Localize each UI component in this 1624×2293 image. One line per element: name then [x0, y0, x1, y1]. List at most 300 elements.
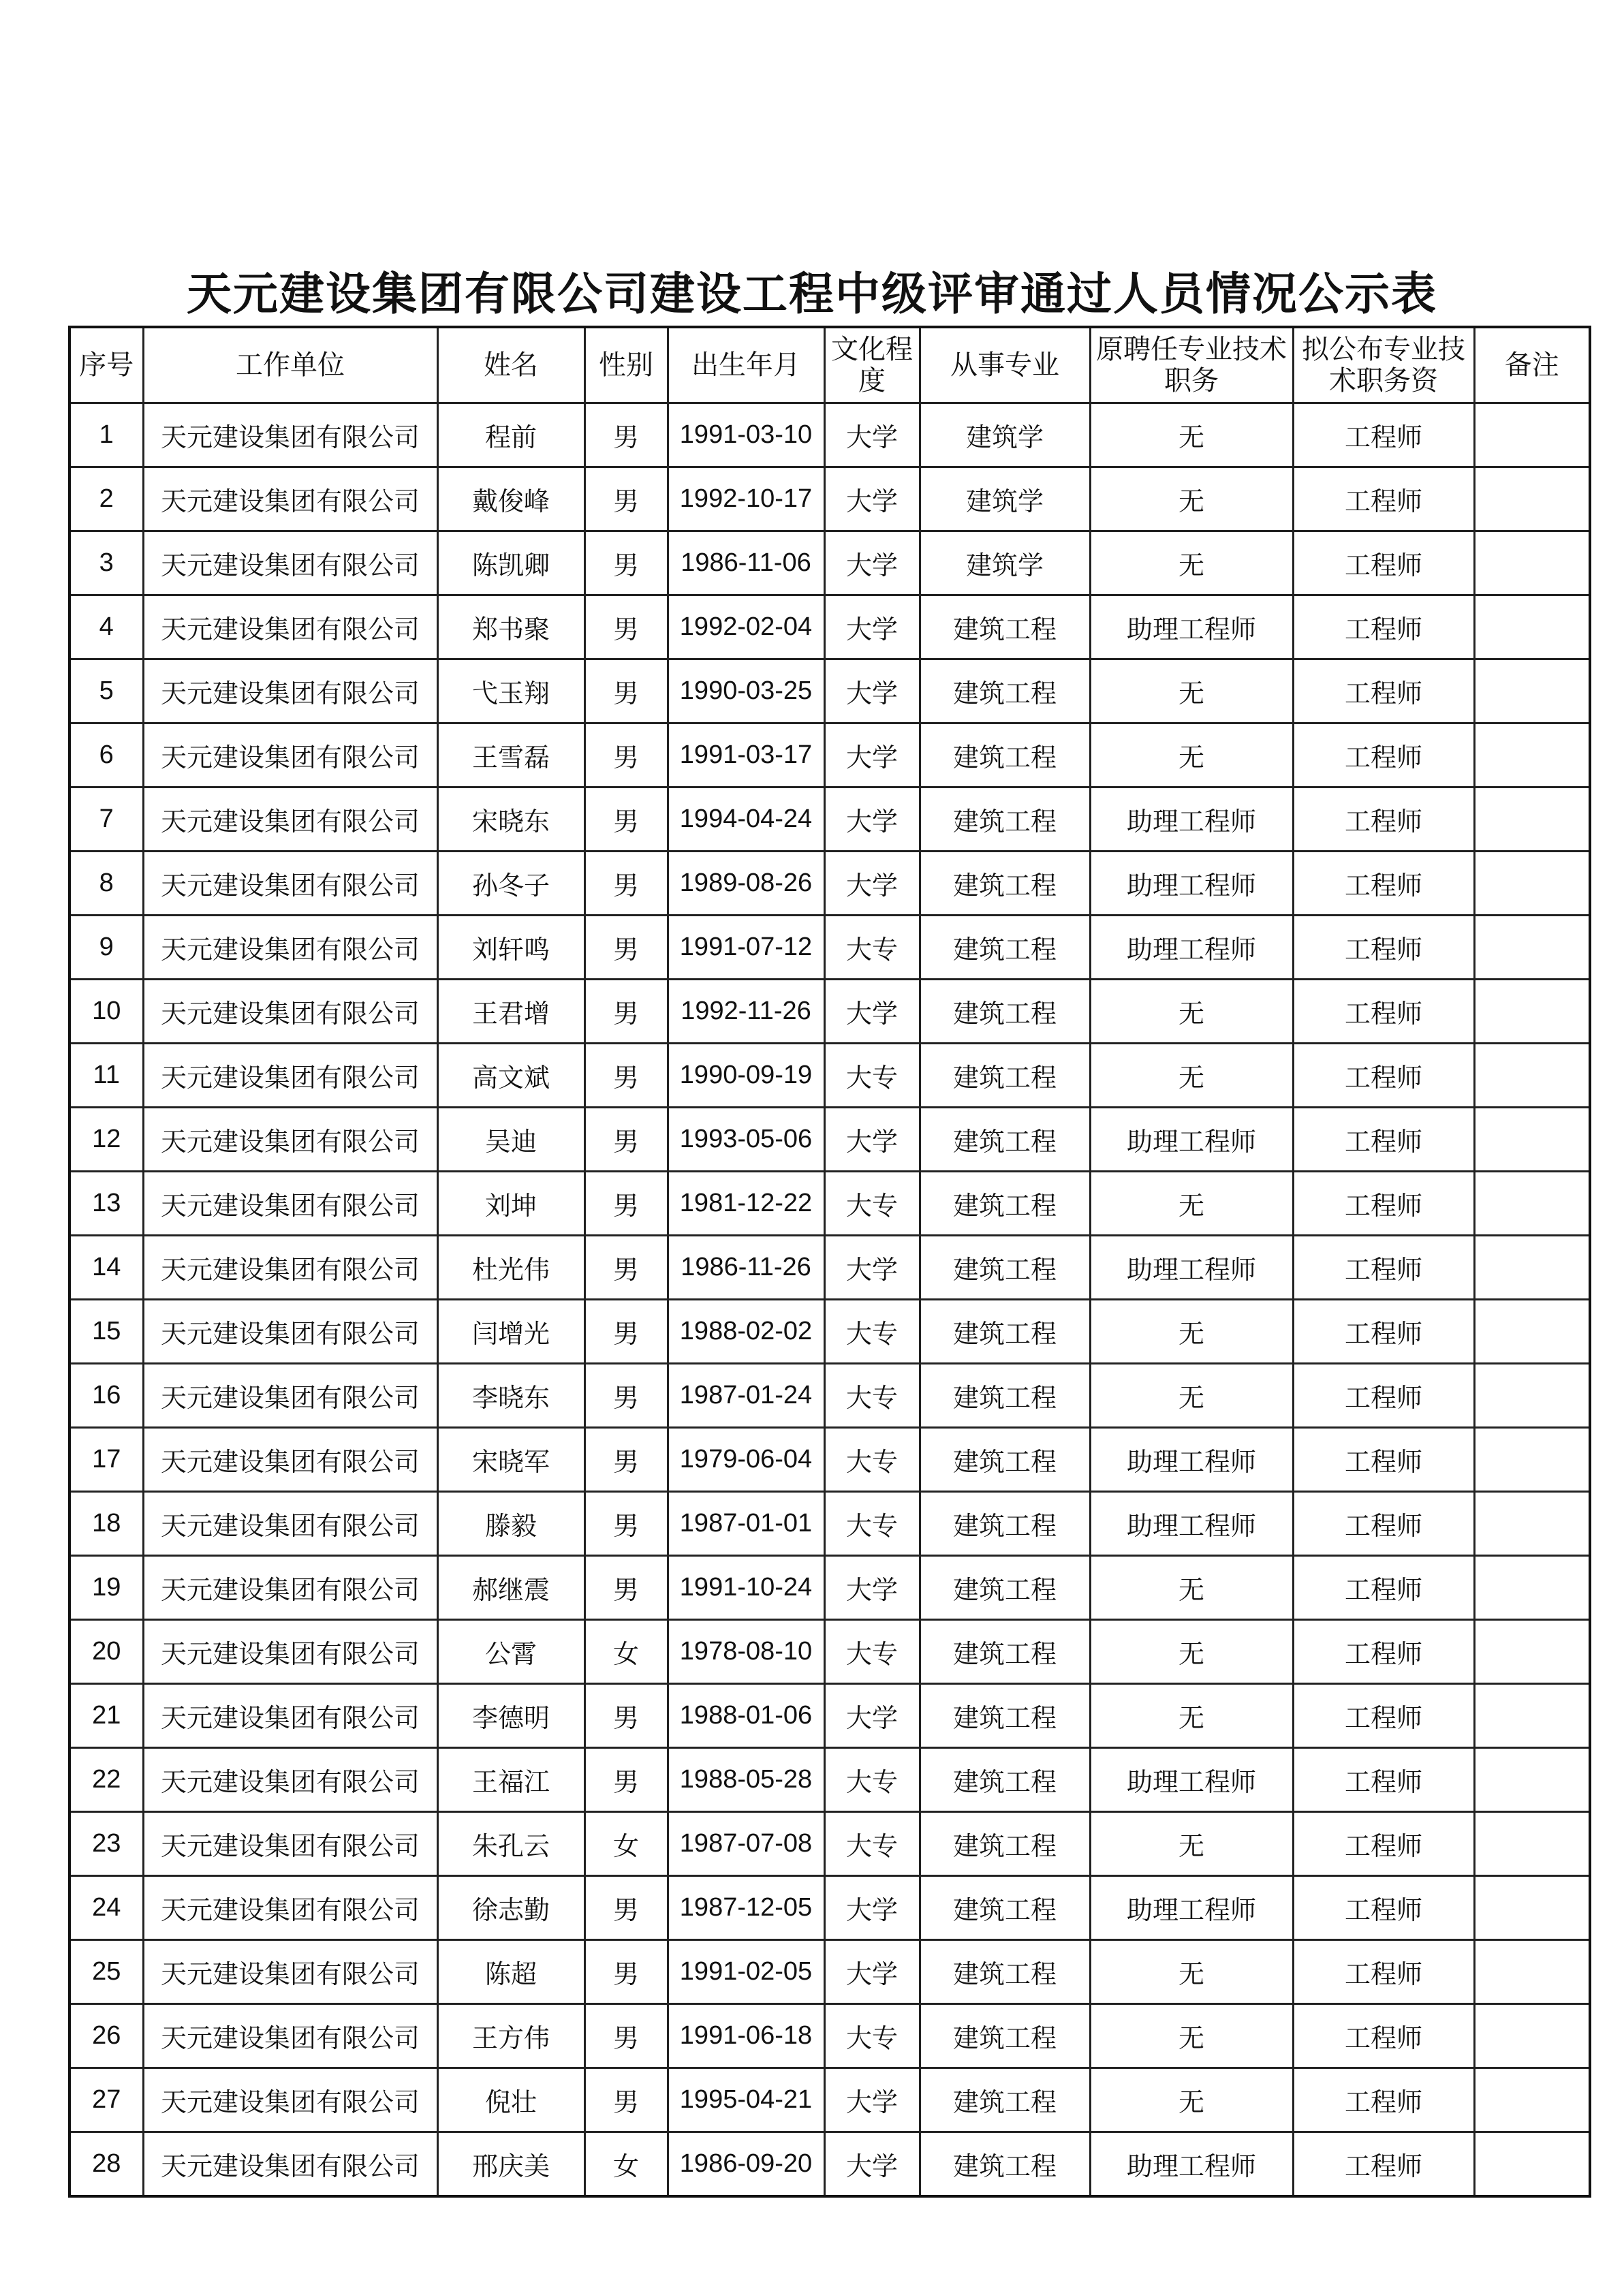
cell-name: 王君增 [437, 980, 584, 1044]
cell-unit: 天元建设集团有限公司 [143, 1556, 437, 1620]
cell-birth: 1993-05-06 [668, 1108, 824, 1172]
cell-seq: 21 [69, 1684, 143, 1748]
cell-major: 建筑学 [920, 467, 1090, 531]
cell-education: 大学 [824, 852, 920, 916]
cell-proposed-title: 工程师 [1293, 1492, 1474, 1556]
cell-birth: 1978-08-10 [668, 1620, 824, 1684]
cell-major: 建筑学 [920, 531, 1090, 595]
cell-name: 王雪磊 [437, 723, 584, 787]
cell-name: 杜光伟 [437, 1236, 584, 1300]
cell-birth: 1991-06-18 [668, 2004, 824, 2068]
cell-unit: 天元建设集团有限公司 [143, 595, 437, 659]
table-row [69, 467, 1590, 531]
header-proposed-title: 拟公布专业技术职务资 [1293, 327, 1474, 403]
header-birth: 出生年月 [668, 327, 824, 403]
table-row [69, 595, 1590, 659]
table-row [69, 1748, 1590, 1812]
cell-original-title: 无 [1090, 403, 1293, 467]
cell-birth: 1988-02-02 [668, 1300, 824, 1364]
cell-name: 朱孔云 [437, 1812, 584, 1876]
table-row [69, 852, 1590, 916]
cell-proposed-title: 工程师 [1293, 1300, 1474, 1364]
table-row [69, 723, 1590, 787]
cell-seq: 20 [69, 1620, 143, 1684]
cell-birth: 1992-02-04 [668, 595, 824, 659]
cell-gender: 女 [584, 1620, 668, 1684]
cell-remarks [1474, 980, 1590, 1044]
table-row [69, 1172, 1590, 1236]
cell-proposed-title: 工程师 [1293, 1876, 1474, 1940]
cell-gender: 男 [584, 1876, 668, 1940]
table-row [69, 1300, 1590, 1364]
cell-unit: 天元建设集团有限公司 [143, 1620, 437, 1684]
table-row [69, 531, 1590, 595]
cell-gender: 男 [584, 1044, 668, 1108]
cell-unit: 天元建设集团有限公司 [143, 403, 437, 467]
cell-name: 李晓东 [437, 1364, 584, 1428]
cell-birth: 1994-04-24 [668, 787, 824, 852]
cell-seq: 3 [69, 531, 143, 595]
cell-remarks [1474, 1876, 1590, 1940]
table-row [69, 787, 1590, 852]
table-row [69, 1620, 1590, 1684]
cell-seq: 28 [69, 2132, 143, 2197]
cell-remarks [1474, 2068, 1590, 2132]
cell-education: 大专 [824, 1300, 920, 1364]
cell-remarks [1474, 723, 1590, 787]
table-row [69, 1044, 1590, 1108]
header-gender: 性别 [584, 327, 668, 403]
cell-name: 刘坤 [437, 1172, 584, 1236]
cell-education: 大专 [824, 1620, 920, 1684]
cell-proposed-title: 工程师 [1293, 1684, 1474, 1748]
cell-seq: 16 [69, 1364, 143, 1428]
cell-remarks [1474, 2132, 1590, 2197]
cell-major: 建筑工程 [920, 1172, 1090, 1236]
cell-proposed-title: 工程师 [1293, 1556, 1474, 1620]
cell-seq: 5 [69, 659, 143, 723]
cell-gender: 男 [584, 980, 668, 1044]
cell-gender: 男 [584, 723, 668, 787]
cell-unit: 天元建设集团有限公司 [143, 1428, 437, 1492]
cell-education: 大学 [824, 723, 920, 787]
cell-name: 陈超 [437, 1940, 584, 2004]
table-row [69, 2004, 1590, 2068]
cell-remarks [1474, 403, 1590, 467]
cell-name: 徐志勤 [437, 1876, 584, 1940]
cell-proposed-title: 工程师 [1293, 1940, 1474, 2004]
cell-original-title: 助理工程师 [1090, 1428, 1293, 1492]
cell-remarks [1474, 1364, 1590, 1428]
cell-original-title: 无 [1090, 1556, 1293, 1620]
cell-original-title: 无 [1090, 531, 1293, 595]
cell-birth: 1987-01-01 [668, 1492, 824, 1556]
cell-original-title: 无 [1090, 1684, 1293, 1748]
cell-birth: 1988-05-28 [668, 1748, 824, 1812]
cell-gender: 男 [584, 1300, 668, 1364]
cell-remarks [1474, 1172, 1590, 1236]
cell-gender: 男 [584, 1748, 668, 1812]
cell-unit: 天元建设集团有限公司 [143, 1108, 437, 1172]
cell-education: 大学 [824, 467, 920, 531]
cell-unit: 天元建设集团有限公司 [143, 1172, 437, 1236]
cell-seq: 10 [69, 980, 143, 1044]
cell-birth: 1987-07-08 [668, 1812, 824, 1876]
cell-proposed-title: 工程师 [1293, 2132, 1474, 2197]
cell-remarks [1474, 1108, 1590, 1172]
cell-education: 大学 [824, 1556, 920, 1620]
cell-proposed-title: 工程师 [1293, 1748, 1474, 1812]
cell-name: 公霄 [437, 1620, 584, 1684]
cell-birth: 1995-04-21 [668, 2068, 824, 2132]
cell-education: 大专 [824, 1044, 920, 1108]
cell-original-title: 无 [1090, 1620, 1293, 1684]
cell-unit: 天元建设集团有限公司 [143, 1812, 437, 1876]
cell-major: 建筑工程 [920, 723, 1090, 787]
cell-education: 大专 [824, 1812, 920, 1876]
cell-major: 建筑工程 [920, 916, 1090, 980]
cell-education: 大学 [824, 980, 920, 1044]
cell-proposed-title: 工程师 [1293, 1108, 1474, 1172]
cell-gender: 男 [584, 852, 668, 916]
cell-birth: 1979-06-04 [668, 1428, 824, 1492]
cell-gender: 男 [584, 1172, 668, 1236]
cell-unit: 天元建设集团有限公司 [143, 1364, 437, 1428]
cell-remarks [1474, 1428, 1590, 1492]
cell-remarks [1474, 1940, 1590, 2004]
table-row [69, 1108, 1590, 1172]
cell-seq: 27 [69, 2068, 143, 2132]
cell-gender: 男 [584, 2004, 668, 2068]
cell-seq: 11 [69, 1044, 143, 1108]
cell-major: 建筑工程 [920, 1108, 1090, 1172]
cell-original-title: 无 [1090, 1940, 1293, 2004]
cell-unit: 天元建设集团有限公司 [143, 467, 437, 531]
cell-education: 大专 [824, 1172, 920, 1236]
cell-name: 郑书聚 [437, 595, 584, 659]
cell-gender: 男 [584, 1108, 668, 1172]
cell-original-title: 无 [1090, 1364, 1293, 1428]
cell-gender: 男 [584, 1428, 668, 1492]
cell-gender: 男 [584, 659, 668, 723]
cell-seq: 6 [69, 723, 143, 787]
cell-unit: 天元建设集团有限公司 [143, 2004, 437, 2068]
cell-major: 建筑工程 [920, 659, 1090, 723]
table-row [69, 2068, 1590, 2132]
cell-unit: 天元建设集团有限公司 [143, 1748, 437, 1812]
table-row [69, 1940, 1590, 2004]
cell-seq: 19 [69, 1556, 143, 1620]
table-row [69, 1556, 1590, 1620]
cell-major: 建筑工程 [920, 1812, 1090, 1876]
cell-birth: 1988-01-06 [668, 1684, 824, 1748]
cell-remarks [1474, 916, 1590, 980]
cell-birth: 1991-02-05 [668, 1940, 824, 2004]
cell-education: 大专 [824, 1492, 920, 1556]
cell-original-title: 助理工程师 [1090, 852, 1293, 916]
cell-name: 王福江 [437, 1748, 584, 1812]
cell-remarks [1474, 1748, 1590, 1812]
cell-major: 建筑工程 [920, 1684, 1090, 1748]
cell-proposed-title: 工程师 [1293, 2004, 1474, 2068]
cell-remarks [1474, 1556, 1590, 1620]
cell-education: 大专 [824, 1748, 920, 1812]
cell-name: 弋玉翔 [437, 659, 584, 723]
cell-original-title: 无 [1090, 1172, 1293, 1236]
personnel-table [68, 326, 1591, 2198]
cell-major: 建筑工程 [920, 1364, 1090, 1428]
cell-gender: 男 [584, 916, 668, 980]
cell-original-title: 无 [1090, 659, 1293, 723]
cell-gender: 男 [584, 531, 668, 595]
cell-proposed-title: 工程师 [1293, 403, 1474, 467]
cell-seq: 14 [69, 1236, 143, 1300]
cell-name: 戴俊峰 [437, 467, 584, 531]
cell-gender: 男 [584, 1364, 668, 1428]
cell-name: 邢庆美 [437, 2132, 584, 2197]
cell-remarks [1474, 659, 1590, 723]
cell-gender: 男 [584, 1684, 668, 1748]
cell-proposed-title: 工程师 [1293, 980, 1474, 1044]
cell-proposed-title: 工程师 [1293, 1620, 1474, 1684]
cell-birth: 1986-09-20 [668, 2132, 824, 2197]
table-row [69, 1364, 1590, 1428]
cell-seq: 17 [69, 1428, 143, 1492]
cell-gender: 男 [584, 467, 668, 531]
table-row [69, 1428, 1590, 1492]
cell-gender: 男 [584, 787, 668, 852]
cell-original-title: 助理工程师 [1090, 1748, 1293, 1812]
cell-major: 建筑工程 [920, 595, 1090, 659]
cell-name: 宋晓军 [437, 1428, 584, 1492]
cell-unit: 天元建设集团有限公司 [143, 1300, 437, 1364]
cell-birth: 1981-12-22 [668, 1172, 824, 1236]
cell-gender: 男 [584, 403, 668, 467]
cell-remarks [1474, 787, 1590, 852]
cell-remarks [1474, 1044, 1590, 1108]
cell-seq: 13 [69, 1172, 143, 1236]
cell-birth: 1991-07-12 [668, 916, 824, 980]
cell-major: 建筑工程 [920, 1876, 1090, 1940]
cell-name: 孙冬子 [437, 852, 584, 916]
cell-seq: 1 [69, 403, 143, 467]
cell-unit: 天元建设集团有限公司 [143, 1684, 437, 1748]
cell-proposed-title: 工程师 [1293, 1236, 1474, 1300]
cell-major: 建筑学 [920, 403, 1090, 467]
cell-unit: 天元建设集团有限公司 [143, 1236, 437, 1300]
cell-birth: 1987-12-05 [668, 1876, 824, 1940]
cell-name: 滕毅 [437, 1492, 584, 1556]
cell-education: 大学 [824, 2068, 920, 2132]
cell-remarks [1474, 1812, 1590, 1876]
cell-birth: 1986-11-26 [668, 1236, 824, 1300]
cell-unit: 天元建设集团有限公司 [143, 723, 437, 787]
cell-name: 程前 [437, 403, 584, 467]
header-unit: 工作单位 [143, 327, 437, 403]
cell-seq: 8 [69, 852, 143, 916]
cell-name: 高文斌 [437, 1044, 584, 1108]
cell-gender: 女 [584, 2132, 668, 2197]
cell-seq: 26 [69, 2004, 143, 2068]
cell-original-title: 助理工程师 [1090, 916, 1293, 980]
cell-remarks [1474, 2004, 1590, 2068]
cell-unit: 天元建设集团有限公司 [143, 1044, 437, 1108]
cell-major: 建筑工程 [920, 1556, 1090, 1620]
cell-unit: 天元建设集团有限公司 [143, 2068, 437, 2132]
header-remarks: 备注 [1474, 327, 1590, 403]
cell-proposed-title: 工程师 [1293, 1172, 1474, 1236]
cell-gender: 男 [584, 1236, 668, 1300]
table-row [69, 1236, 1590, 1300]
cell-major: 建筑工程 [920, 787, 1090, 852]
cell-name: 李德明 [437, 1684, 584, 1748]
cell-unit: 天元建设集团有限公司 [143, 1876, 437, 1940]
cell-education: 大学 [824, 403, 920, 467]
cell-unit: 天元建设集团有限公司 [143, 852, 437, 916]
table-row [69, 2132, 1590, 2197]
cell-remarks [1474, 467, 1590, 531]
cell-remarks [1474, 1684, 1590, 1748]
cell-birth: 1987-01-24 [668, 1364, 824, 1428]
cell-major: 建筑工程 [920, 1428, 1090, 1492]
cell-birth: 1986-11-06 [668, 531, 824, 595]
cell-proposed-title: 工程师 [1293, 659, 1474, 723]
cell-original-title: 无 [1090, 723, 1293, 787]
cell-birth: 1991-03-10 [668, 403, 824, 467]
cell-remarks [1474, 1236, 1590, 1300]
cell-major: 建筑工程 [920, 980, 1090, 1044]
cell-birth: 1992-10-17 [668, 467, 824, 531]
cell-proposed-title: 工程师 [1293, 1812, 1474, 1876]
header-seq: 序号 [69, 327, 143, 403]
cell-unit: 天元建设集团有限公司 [143, 659, 437, 723]
cell-gender: 男 [584, 1556, 668, 1620]
cell-name: 吴迪 [437, 1108, 584, 1172]
cell-remarks [1474, 1300, 1590, 1364]
cell-original-title: 无 [1090, 2068, 1293, 2132]
cell-remarks [1474, 1620, 1590, 1684]
cell-original-title: 助理工程师 [1090, 787, 1293, 852]
cell-proposed-title: 工程师 [1293, 595, 1474, 659]
cell-major: 建筑工程 [920, 2068, 1090, 2132]
table-row [69, 1492, 1590, 1556]
cell-gender: 男 [584, 595, 668, 659]
cell-education: 大专 [824, 2004, 920, 2068]
cell-remarks [1474, 531, 1590, 595]
cell-unit: 天元建设集团有限公司 [143, 1940, 437, 2004]
cell-major: 建筑工程 [920, 2004, 1090, 2068]
cell-gender: 女 [584, 1812, 668, 1876]
cell-birth: 1990-09-19 [668, 1044, 824, 1108]
cell-education: 大专 [824, 1364, 920, 1428]
table-row [69, 1812, 1590, 1876]
cell-proposed-title: 工程师 [1293, 467, 1474, 531]
cell-original-title: 助理工程师 [1090, 2132, 1293, 2197]
cell-unit: 天元建设集团有限公司 [143, 2132, 437, 2197]
cell-education: 大学 [824, 1876, 920, 1940]
cell-major: 建筑工程 [920, 1300, 1090, 1364]
cell-original-title: 无 [1090, 2004, 1293, 2068]
cell-name: 闫增光 [437, 1300, 584, 1364]
cell-original-title: 助理工程师 [1090, 1876, 1293, 1940]
cell-name: 陈凯卿 [437, 531, 584, 595]
cell-remarks [1474, 852, 1590, 916]
cell-name: 郝继震 [437, 1556, 584, 1620]
cell-education: 大专 [824, 1428, 920, 1492]
cell-name: 刘轩鸣 [437, 916, 584, 980]
table-row [69, 980, 1590, 1044]
cell-original-title: 助理工程师 [1090, 1108, 1293, 1172]
cell-original-title: 助理工程师 [1090, 1236, 1293, 1300]
cell-seq: 23 [69, 1812, 143, 1876]
cell-birth: 1991-10-24 [668, 1556, 824, 1620]
table-row [69, 659, 1590, 723]
cell-seq: 15 [69, 1300, 143, 1364]
cell-unit: 天元建设集团有限公司 [143, 787, 437, 852]
cell-proposed-title: 工程师 [1293, 723, 1474, 787]
cell-proposed-title: 工程师 [1293, 531, 1474, 595]
cell-original-title: 无 [1090, 1044, 1293, 1108]
cell-unit: 天元建设集团有限公司 [143, 980, 437, 1044]
cell-seq: 24 [69, 1876, 143, 1940]
cell-birth: 1991-03-17 [668, 723, 824, 787]
cell-education: 大学 [824, 595, 920, 659]
header-education: 文化程度 [824, 327, 920, 403]
cell-major: 建筑工程 [920, 852, 1090, 916]
cell-unit: 天元建设集团有限公司 [143, 916, 437, 980]
cell-education: 大学 [824, 1940, 920, 2004]
cell-major: 建筑工程 [920, 1620, 1090, 1684]
cell-original-title: 无 [1090, 1300, 1293, 1364]
cell-proposed-title: 工程师 [1293, 787, 1474, 852]
cell-remarks [1474, 595, 1590, 659]
cell-seq: 9 [69, 916, 143, 980]
cell-original-title: 无 [1090, 1812, 1293, 1876]
cell-original-title: 助理工程师 [1090, 1492, 1293, 1556]
cell-proposed-title: 工程师 [1293, 852, 1474, 916]
cell-remarks [1474, 1492, 1590, 1556]
cell-education: 大学 [824, 787, 920, 852]
cell-gender: 男 [584, 2068, 668, 2132]
cell-education: 大学 [824, 659, 920, 723]
cell-proposed-title: 工程师 [1293, 1044, 1474, 1108]
cell-birth: 1989-08-26 [668, 852, 824, 916]
cell-seq: 18 [69, 1492, 143, 1556]
cell-education: 大学 [824, 2132, 920, 2197]
cell-proposed-title: 工程师 [1293, 2068, 1474, 2132]
cell-education: 大学 [824, 1236, 920, 1300]
cell-education: 大专 [824, 916, 920, 980]
cell-education: 大学 [824, 531, 920, 595]
page-title: 天元建设集团有限公司建设工程中级评审通过人员情况公示表 [187, 268, 1437, 320]
cell-seq: 12 [69, 1108, 143, 1172]
cell-proposed-title: 工程师 [1293, 1364, 1474, 1428]
cell-name: 倪壮 [437, 2068, 584, 2132]
cell-education: 大学 [824, 1108, 920, 1172]
cell-unit: 天元建设集团有限公司 [143, 1492, 437, 1556]
cell-original-title: 无 [1090, 467, 1293, 531]
cell-gender: 男 [584, 1940, 668, 2004]
cell-original-title: 无 [1090, 980, 1293, 1044]
table-header-row [69, 327, 1590, 403]
cell-seq: 4 [69, 595, 143, 659]
cell-proposed-title: 工程师 [1293, 1428, 1474, 1492]
cell-major: 建筑工程 [920, 1748, 1090, 1812]
cell-unit: 天元建设集团有限公司 [143, 531, 437, 595]
cell-seq: 25 [69, 1940, 143, 2004]
cell-major: 建筑工程 [920, 2132, 1090, 2197]
cell-seq: 2 [69, 467, 143, 531]
